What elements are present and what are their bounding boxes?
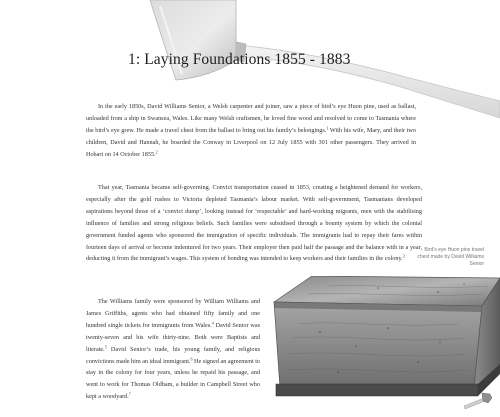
paragraph-text: In the early 1850s, David Williams Senior, a Welsh carpenter and joiner, saw a piece of bird’s eye Huon pine, used as ballast, unloaded from a ship in Swansea, Wales. Like many Welsh craftsmen, he loved fine wood and resolved to come to Tasmania where the bird’s eye grew. He made a travel chest from the ballast to bring out his family’s belongings. xyxy=(86,103,416,134)
paragraph-text: David Senior’s trade, his young family, and religious convictions made him an ideal immigrant. xyxy=(86,345,260,365)
paragraph-text: With his wife, Mary, and their two children, David and Hannah, he boarded the Conway in Liverpool on 12 July 1855 with 301 other passengers. They arrived in Hobart on 14 October 1855. xyxy=(86,126,416,158)
photo-caption: Bird’s eye Huon pine travel chest made by David Williams Senior xyxy=(417,247,484,267)
paragraph-1 xyxy=(86,101,416,161)
footnote-marker: 2 xyxy=(155,149,158,155)
hammer-icon xyxy=(462,392,494,412)
paragraph-text: He signed an agreement to stay in the colony for four years, unless he repaid his passage, and went to work for Thomas Oldham, a builder in Campbell Street who kept a woodyard. xyxy=(86,357,261,401)
footnote-marker: 7 xyxy=(128,391,131,397)
footnote-marker: 5 xyxy=(104,344,107,350)
footnote-marker: 1 xyxy=(326,125,329,131)
footnote-marker: 4 xyxy=(211,320,214,326)
footnote-marker: 3 xyxy=(402,253,405,259)
paragraph-2 xyxy=(86,182,422,265)
travel-chest-photo xyxy=(268,276,500,402)
paragraph-3 xyxy=(86,296,260,403)
paragraph-text: The Williams family were sponsored by William Williams and James Griffiths, agents who had obtained fifty family and one hundred single tickets for immigrants from Wales. xyxy=(86,298,260,329)
footnote-marker: 6 xyxy=(190,356,193,362)
paragraph-text: That year, Tasmania became self-governing. Convict transportation ceased in 1853, creating a heightened demand for workers, especially after the gold rushes to Victoria depleted Tasmania’s labour market. With self-government, Tasmanians developed aspirations beyond those of a ‘convict dump’, looking instead for ‘respectable’ and hard-working migrants, men with the stabilising influence of families and strong religious beliefs. Such families were subsidised through a bounty system by which the colonial government funded agents who sponsored the immigration of specific individuals. The immigrants had to repay their fares within fourteen days of arrival or become indentured for two years. Their employer then paid half the passage and the balance with in a year, deducting it from the immigrant’s wages. This system of bonding was intended to keep workers and their families in the colony. xyxy=(86,184,422,263)
paragraph-text: David Senior was twenty-seven and his wife thirty-nine. Both were Baptists and literate. xyxy=(86,321,260,353)
chapter-title: 1: Laying Foundations 1855 - 1883 xyxy=(128,51,351,68)
